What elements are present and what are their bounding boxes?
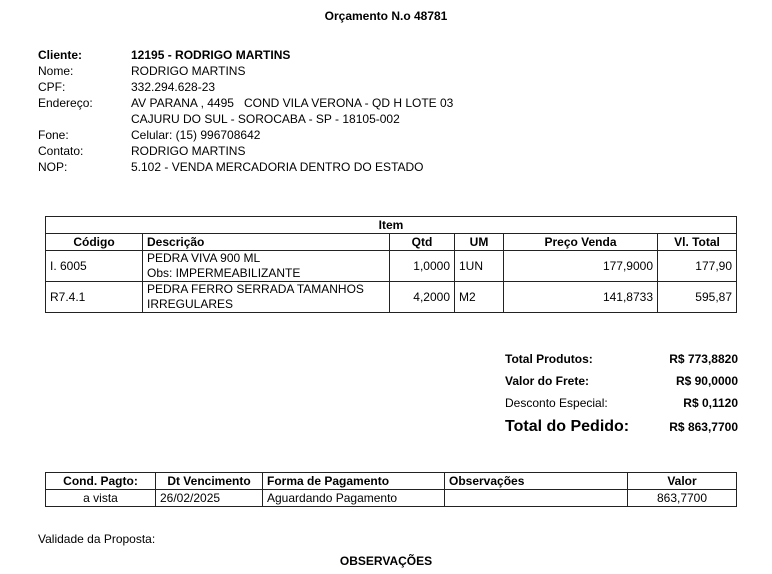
document-title: Orçamento N.o 48781 (324, 9, 448, 23)
cliente-value: 12195 - RODRIGO MARTINS (131, 48, 291, 62)
payment-vencimento: 26/02/2025 (156, 490, 263, 507)
item-total: 595,87 (658, 282, 737, 313)
item-um: 1UN (455, 251, 504, 282)
fone-value: Celular: (15) 996708642 (131, 128, 261, 142)
cliente-label: Cliente: (38, 48, 83, 62)
observacoes-heading: OBSERVAÇÕES (339, 554, 433, 568)
item-descricao (143, 251, 390, 282)
payment-observacoes (445, 490, 628, 507)
endereco-line2: CAJURU DO SUL - SOROCABA - SP - 18105-002 (131, 112, 400, 126)
nome-value: RODRIGO MARTINS (131, 64, 246, 78)
header-um: UM (455, 234, 504, 251)
nop-value: 5.102 - VENDA MERCADORIA DENTRO DO ESTADO (131, 160, 424, 174)
item-qtd: 1,0000 (390, 251, 455, 282)
payment-valor: 863,7700 (628, 490, 737, 507)
header-qtd: Qtd (390, 234, 455, 251)
total-produtos-value: R$ 773,8820 (669, 352, 738, 366)
item-codigo: I. 6005 (46, 251, 143, 282)
table-row (46, 282, 737, 313)
item-descricao-line2: IRREGULARES (147, 297, 234, 311)
payment-forma: Aguardando Pagamento (263, 490, 445, 507)
table-row (46, 490, 737, 507)
header-preco: Preço Venda (504, 234, 658, 251)
nop-label: NOP: (38, 160, 68, 174)
valor-frete-label: Valor do Frete: (505, 374, 590, 388)
item-descricao-line1: PEDRA VIVA 900 ML (147, 251, 261, 265)
total-pedido-value: R$ 863,7700 (669, 420, 738, 434)
nome-label: Nome: (38, 64, 74, 78)
header-total: Vl. Total (658, 234, 737, 251)
item-um: M2 (455, 282, 504, 313)
fone-label: Fone: (38, 128, 69, 142)
items-table (45, 216, 737, 313)
item-qtd: 4,2000 (390, 282, 455, 313)
header-codigo: Código (46, 234, 143, 251)
contato-label: Contato: (38, 144, 84, 158)
header-forma-pagamento: Forma de Pagamento (263, 473, 445, 490)
item-descricao-line1: PEDRA FERRO SERRADA TAMANHOS (147, 282, 364, 296)
item-descricao-line2: Obs: IMPERMEABILIZANTE (147, 266, 301, 280)
cpf-label: CPF: (38, 80, 66, 94)
payment-cond: a vista (46, 490, 156, 507)
header-valor: Valor (628, 473, 737, 490)
header-descricao: Descrição (143, 234, 390, 251)
valor-frete-value: R$ 90,0000 (675, 374, 738, 388)
payment-table (45, 472, 737, 507)
item-preco: 177,9000 (504, 251, 658, 282)
item-descricao (143, 282, 390, 313)
items-header-row (46, 234, 737, 251)
items-caption-row (46, 217, 737, 234)
validade-label: Validade da Proposta: (38, 532, 156, 546)
item-preco: 141,8733 (504, 282, 658, 313)
payment-header-row (46, 473, 737, 490)
total-pedido-label: Total do Pedido: (505, 418, 630, 435)
desconto-value: R$ 0,1120 (683, 396, 738, 410)
header-dt-vencimento: Dt Vencimento (156, 473, 263, 490)
cpf-value: 332.294.628-23 (131, 80, 216, 94)
total-produtos-label: Total Produtos: (505, 352, 593, 366)
endereco-line1: AV PARANA , 4495 COND VILA VERONA - QD H LOTE 03 (131, 96, 454, 110)
endereco-label: Endereço: (38, 96, 93, 110)
table-row (46, 251, 737, 282)
header-observacoes: Observações (445, 473, 628, 490)
items-caption: Item (46, 217, 737, 234)
header-cond-pagto: Cond. Pagto: (46, 473, 156, 490)
contato-value: RODRIGO MARTINS (131, 144, 246, 158)
desconto-label: Desconto Especial: (505, 396, 608, 410)
item-total: 177,90 (658, 251, 737, 282)
item-codigo: R7.4.1 (46, 282, 143, 313)
